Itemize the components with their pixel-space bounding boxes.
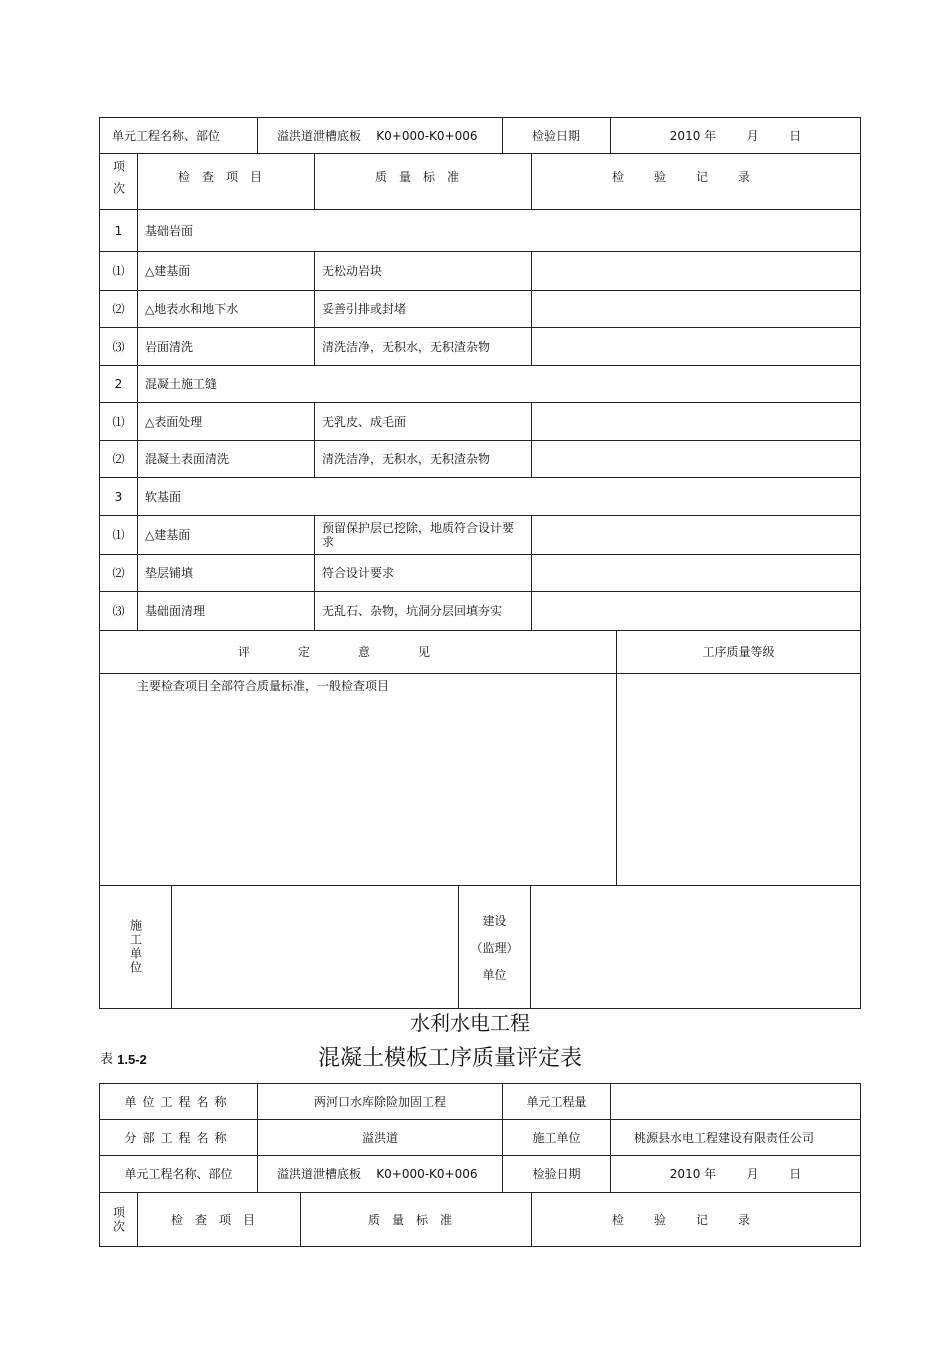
section-no: 2 bbox=[114, 377, 123, 391]
assessment-opinion-text: 主要检查项目全部符合质量标准，一般检查项目 bbox=[137, 679, 390, 693]
contractor-unit-label: 施工单位 bbox=[532, 1130, 581, 1145]
row-standard: 清洗洁净，无积水，无积渣杂物 bbox=[322, 452, 491, 466]
inspection-table-2 bbox=[0, 1080, 950, 1250]
row-item: 基础面清理 bbox=[145, 604, 206, 618]
row-item: △表面处理 bbox=[145, 414, 203, 429]
inspection-date-label: 检验日期 bbox=[531, 128, 580, 143]
row-no: ⑵ bbox=[112, 452, 125, 466]
section-title: 基础岩面 bbox=[145, 223, 194, 238]
assessment-opinion-label: 评定意见 bbox=[237, 645, 478, 659]
col-header-standard: 质量标准 bbox=[374, 169, 471, 184]
unit-name-label: 单元工程名称、部位 bbox=[112, 128, 221, 143]
row-item: △地表水和地下水 bbox=[145, 302, 239, 316]
owner-label-line3: 单位 bbox=[482, 967, 507, 982]
unit-name-value: 溢洪道泄槽底板 K0+000-K0+006 bbox=[277, 128, 478, 143]
row-item: △建基面 bbox=[145, 264, 191, 278]
section-no: 3 bbox=[114, 489, 123, 504]
table-number-value: 1.5-2 bbox=[117, 1052, 147, 1067]
section-title: 软基面 bbox=[145, 489, 182, 504]
contractor-unit-value: 桃源县水电工程建设有限责任公司 bbox=[633, 1130, 814, 1145]
col-header-standard: 质量标准 bbox=[367, 1212, 464, 1227]
unit-quantity-value bbox=[611, 1084, 860, 1119]
unit-quantity-label: 单元工程量 bbox=[526, 1094, 587, 1109]
contractor-label: 施工单位 bbox=[128, 919, 143, 975]
quality-grade-label: 工序质量等级 bbox=[702, 645, 775, 659]
inspection-date-value: 2010 年 月 日 bbox=[669, 128, 802, 143]
owner-label-line1: 建设 bbox=[482, 913, 507, 928]
row-item: 混凝土表面清洗 bbox=[145, 452, 230, 466]
row-no: ⑵ bbox=[112, 566, 125, 580]
owner-label-line2: （监理） bbox=[470, 940, 519, 955]
unit-name-label: 单元工程名称、部位 bbox=[124, 1167, 233, 1181]
row-no: ⑴ bbox=[112, 414, 125, 429]
row-standard: 清洗洁净，无积水，无积渣杂物 bbox=[322, 339, 491, 354]
row-no: ⑶ bbox=[112, 339, 125, 354]
row-standard: 无乱石、杂物，坑洞分层回填夯实 bbox=[322, 604, 503, 618]
col-header-record: 检验记录 bbox=[611, 1212, 780, 1227]
row-item: △建基面 bbox=[145, 528, 191, 542]
row-no: ⑴ bbox=[112, 264, 125, 278]
col-header-item: 检查项目 bbox=[170, 1212, 267, 1227]
sub-title: 混凝土模板工序质量评定表 bbox=[317, 1046, 582, 1071]
row-standard: 妥善引排或封堵 bbox=[322, 302, 407, 316]
owner-supervisor-label bbox=[459, 886, 530, 1008]
row-standard: 预留保护层已挖除，地质符合设计要求 bbox=[322, 521, 515, 549]
row-no: ⑵ bbox=[112, 302, 125, 316]
row-item: 垫层铺填 bbox=[145, 566, 194, 580]
row-item: 岩面清洗 bbox=[145, 339, 194, 354]
table-number bbox=[100, 1048, 220, 1072]
main-title: 水利水电工程 bbox=[410, 1011, 530, 1035]
unit-name-value: 溢洪道泄槽底板 K0+000-K0+006 bbox=[277, 1167, 478, 1181]
section-title: 混凝土施工缝 bbox=[145, 377, 218, 391]
table-number-prefix: 表 bbox=[100, 1052, 114, 1067]
section-no: 1 bbox=[114, 223, 123, 238]
row-no: ⑴ bbox=[112, 528, 125, 542]
division-name-label: 分部工程名称 bbox=[124, 1130, 233, 1145]
col-header-item: 检查项目 bbox=[177, 169, 274, 184]
division-name-value: 溢洪道 bbox=[361, 1130, 398, 1145]
row-standard: 符合设计要求 bbox=[322, 566, 395, 580]
unit-project-name-label: 单位工程名称 bbox=[124, 1094, 233, 1109]
row-standard: 无松动岩块 bbox=[322, 264, 383, 278]
inspection-date-label: 检验日期 bbox=[532, 1167, 581, 1181]
inspection-date-value: 2010 年 月 日 bbox=[669, 1167, 802, 1181]
row-standard: 无乳皮、成毛面 bbox=[322, 414, 407, 429]
col-header-record: 检验记录 bbox=[611, 169, 780, 184]
col-header-no: 项次 bbox=[111, 159, 126, 204]
col-header-no: 项次 bbox=[111, 1205, 126, 1234]
unit-project-name-value: 两河口水库除险加固工程 bbox=[313, 1094, 446, 1109]
row-no: ⑶ bbox=[112, 604, 125, 618]
